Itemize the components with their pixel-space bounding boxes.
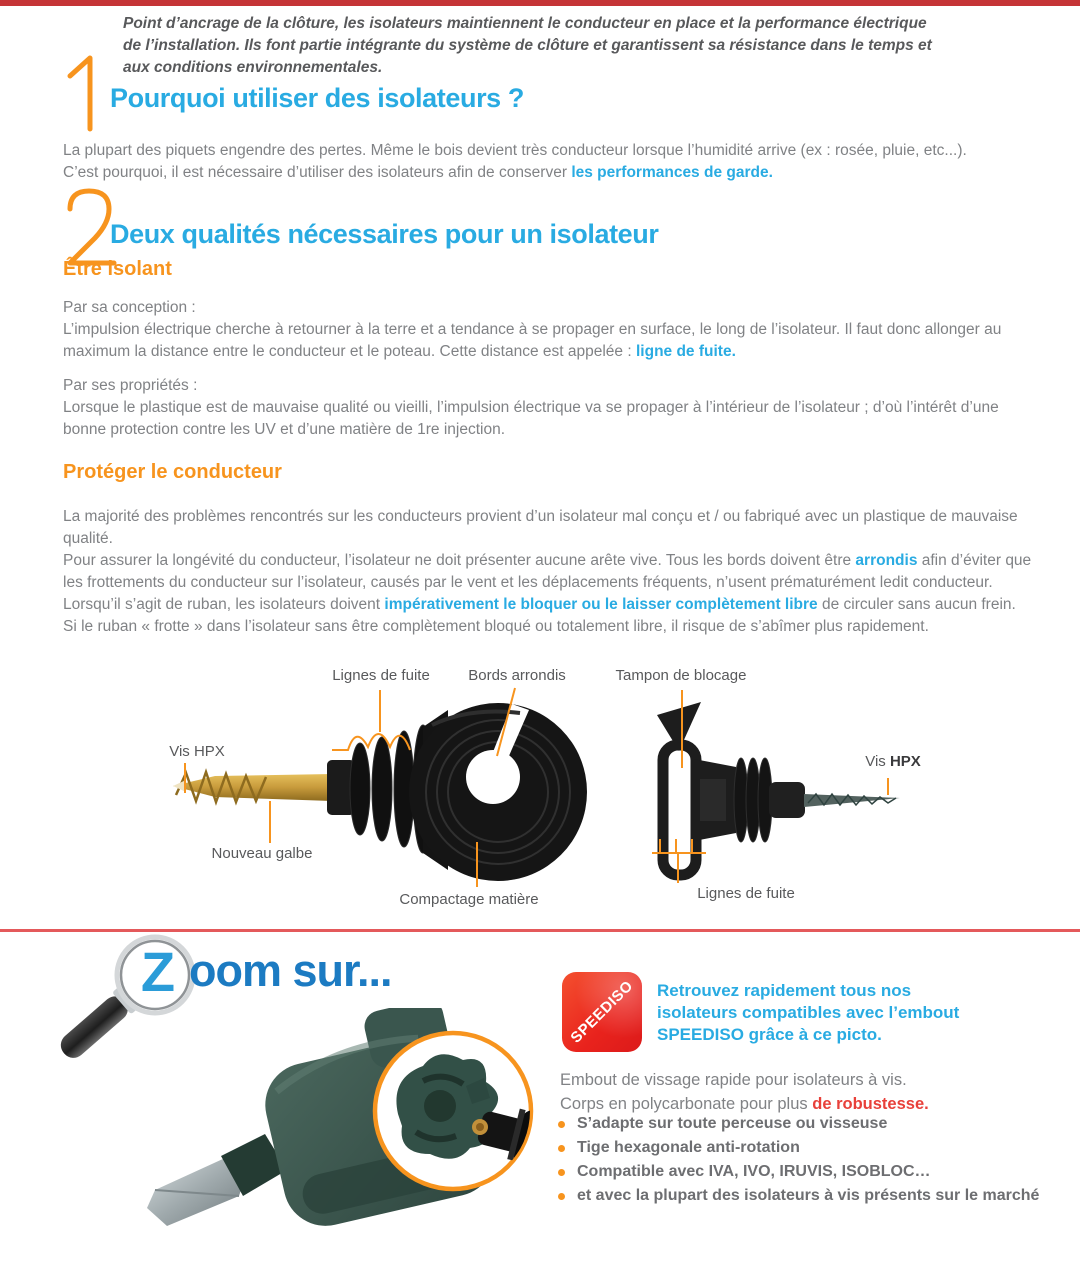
label-compactage-matiere: Compactage matière — [399, 891, 539, 908]
ligne-de-fuite-highlight: ligne de fuite. — [635, 343, 736, 360]
proteger-p2: Pour assurer la longévité du conducteur, l’isolateur ne doit présenter aucune arête vive. Tous les bords doivent être arrondis afin d’éviter que les frottements du conducteur sur l’isolateur, causés par le vent et les déplacements fréquents, n’usent prématurément ledit conducteur. — [63, 552, 1032, 591]
conception-label: Par sa conception : — [63, 299, 196, 316]
bullet-icon — [558, 1193, 565, 1200]
list-item: S’adapte sur toute perceuse ou visseuse — [558, 1112, 1039, 1136]
proteger-p1: La majorité des problèmes rencontrés sur les conducteurs provient d’un isolateur mal conçu et / ou fabriqué avec un plastique de mauvaise qualité. — [63, 508, 1018, 547]
list-item: Compatible avec IVA, IVO, IRUVIS, ISOBLOC… — [558, 1160, 1039, 1184]
label-vis-hpx-left: Vis HPX — [169, 743, 225, 760]
bloquer-libre-highlight: impérativement le bloquer ou le laisser complètement libre — [384, 596, 818, 613]
zoom-sur-title: oom sur... — [189, 945, 392, 996]
robustesse-highlight: de robustesse. — [812, 1095, 929, 1113]
proprietes-label: Par ses propriétés : — [63, 377, 198, 394]
proprietes-text: Lorsque le plastique est de mauvaise qualité ou vieilli, l’impulsion électrique va se propager à l’intérieur de l’isolateur ; d’où l’intérêt d’une bonne protection contre les UV et d’une matière de 1re injection. — [63, 399, 999, 438]
arrondis-highlight: arrondis — [855, 552, 918, 569]
speediso-detail-photo — [368, 1026, 538, 1196]
bullet-icon — [558, 1169, 565, 1176]
zoom-z-initial: Z — [140, 940, 176, 1003]
tape-insulator-photo — [657, 702, 900, 875]
list-item: et avec la plupart des isolateurs à vis présents sur le marché — [558, 1184, 1039, 1208]
performances-garde-highlight: les performances de garde. — [571, 164, 773, 181]
speediso-badge — [562, 972, 642, 1052]
desc-line2: Corps en polycarbonate pour plus de robustesse. — [560, 1095, 929, 1113]
list-item: Tige hexagonale anti-rotation — [558, 1136, 1039, 1160]
insulator-illustrations — [0, 655, 1080, 930]
section-1-numeral — [60, 52, 110, 132]
proteger-subhead: Protéger le conducteur — [63, 461, 282, 483]
speediso-promo-text: Retrouvez rapidement tous nos isolateurs compatibles avec l’embout SPEEDISO grâce à ce picto. — [657, 981, 960, 1044]
section-1-title: Pourquoi utiliser des isolateurs ? — [110, 83, 524, 113]
label-nouveau-galbe: Nouveau galbe — [211, 845, 313, 862]
speediso-badge-label: SPEEDISO — [567, 977, 637, 1047]
label-vis-hpx-right: Vis HPX — [865, 753, 921, 770]
proteger-body — [63, 506, 1033, 638]
label-lignes-de-fuite-left: Lignes de fuite — [332, 667, 430, 684]
section-2-title: Deux qualités nécessaires pour un isolateur — [110, 219, 659, 249]
embout-feature-list — [558, 1112, 1039, 1208]
section-1-body — [63, 140, 1033, 184]
intro-paragraph: Point d’ancrage de la clôture, les isolateurs maintiennent le conducteur en place et la performance électrique de l’installation. Ils font partie intégrante du système de clôture et garantissent sa résistance dans le temps et aux conditions environnementales. — [123, 15, 932, 76]
label-bords-arrondis: Bords arrondis — [468, 667, 566, 684]
section-1-line1: La plupart des piquets engendre des pertes. Même le bois devient très conducteur lorsque l’humidité arrive (ex : rosée, pluie, etc...). — [63, 142, 967, 159]
proteger-p3: Lorsqu’il s’agit de ruban, les isolateurs doivent impérativement le bloquer ou le laisser complètement libre de circuler sans aucun frein. Si le ruban « frotte » dans l’isolateur sans être complètement bloqué ou totalement libre, il risque de s’abîmer plus rapidement. — [63, 596, 1016, 635]
insulator-diagram — [0, 655, 1080, 930]
section-1-line2: C’est pourquoi, il est nécessaire d’utiliser des isolateurs afin de conserver les performances de garde. — [63, 164, 773, 181]
label-lignes-de-fuite-right: Lignes de fuite — [697, 885, 795, 902]
conception-text: L’impulsion électrique cherche à retourner à la terre et a tendance à se propager en surface, le long de l’isolateur. Il faut donc allonger au maximum la distance entre le conducteur et le poteau. Cette distance est appelée : ligne de fuite. — [63, 321, 1002, 360]
etre-isolant-body — [63, 297, 1033, 441]
embout-description — [560, 1068, 929, 1116]
desc-line1: Embout de vissage rapide pour isolateurs à vis. — [560, 1071, 907, 1089]
label-tampon-de-blocage: Tampon de blocage — [615, 667, 747, 684]
bullet-icon — [558, 1145, 565, 1152]
etre-isolant-subhead: Être isolant — [63, 258, 172, 280]
top-accent-bar — [0, 0, 1080, 6]
bullet-icon — [558, 1121, 565, 1128]
